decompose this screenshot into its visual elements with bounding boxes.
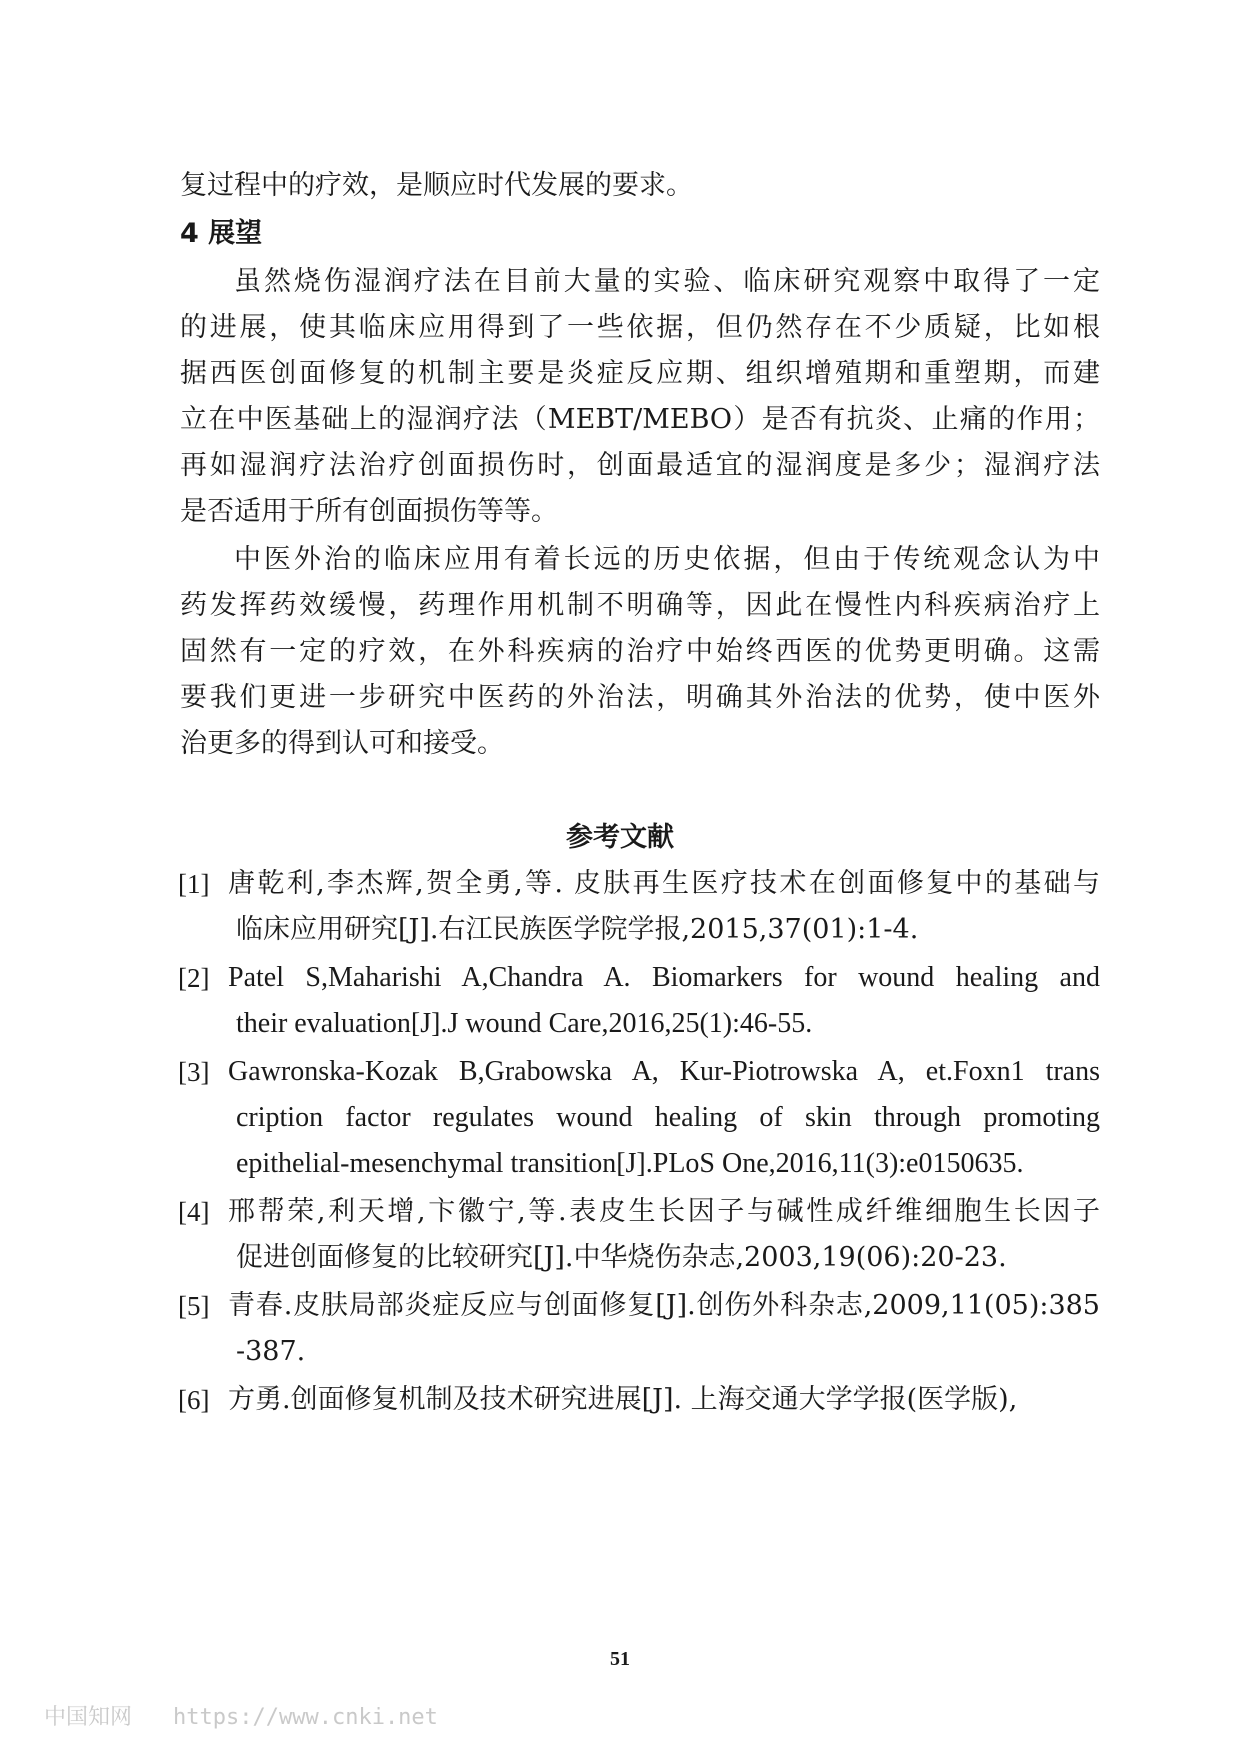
reference-number: [1] [178,869,210,899]
reference-line: -387. [236,1336,306,1367]
body-line: 的进展，使其临床应用得到了一些依据，但仍然存在不少质疑，比如根 [180,312,1100,343]
body-line: 中医外治的临床应用有着长远的历史依据，但由于传统观念认为中 [234,544,1100,575]
references-title: 参考文献 [566,822,674,853]
reference-line: epithelial-mesenchymal transition[J].PLoS One,2016,11(3):e0150635. [236,1148,1024,1179]
reference-number: [4] [178,1197,210,1227]
cnki-watermark [44,1700,438,1731]
body-line: 是否适用于所有创面损伤等等。 [180,496,558,527]
reference-number: [2] [178,963,210,993]
reference-line: their evaluation[J].J wound Care,2016,25(1):46-55. [236,1008,813,1039]
reference-number: [6] [178,1385,210,1415]
reference-line: cription factor regulates wound healing of skin through promoting [236,1102,1100,1133]
body-line: 再如湿润疗法治疗创面损伤时，创面最适宜的湿润度是多少；湿润疗法 [180,450,1100,481]
page-number: 51 [610,1648,630,1670]
body-line: 治更多的得到认可和接受。 [180,728,504,759]
reference-number: [3] [178,1057,210,1087]
reference-line: Patel S,Maharishi A,Chandra A. Biomarkers for wound healing and [228,962,1100,993]
body-line: 药发挥药效缓慢，药理作用机制不明确等，因此在慢性内科疾病治疗上 [180,590,1100,621]
reference-line: 方勇.创面修复机制及技术研究进展[J]. 上海交通大学学报(医学版), [228,1384,1018,1415]
body-line: 立在中医基础上的湿润疗法（MEBT/MEBO）是否有抗炎、止痛的作用； [180,404,1100,435]
reference-line: 促进创面修复的比较研究[J].中华烧伤杂志,2003,19(06):20-23. [236,1242,1007,1273]
reference-line: 临床应用研究[J].右江民族医学院学报,2015,37(01):1-4. [236,914,919,945]
reference-line: 邢帮荣,利天增,卞徽宁,等.表皮生长因子与碱性成纤维细胞生长因子 [228,1196,1100,1227]
reference-number: [5] [178,1291,210,1321]
section-heading: 4 展望 [180,218,263,249]
body-line: 复过程中的疗效，是顺应时代发展的要求。 [180,170,693,201]
body-line: 虽然烧伤湿润疗法在目前大量的实验、临床研究观察中取得了一定 [234,266,1100,297]
body-line: 固然有一定的疗效，在外科疾病的治疗中始终西医的优势更明确。这需 [180,636,1100,667]
reference-line: 青春.皮肤局部炎症反应与创面修复[J].创伤外科杂志,2009,11(05):385 [228,1290,1100,1321]
reference-line: 唐乾利,李杰辉,贺全勇,等. 皮肤再生医疗技术在创面修复中的基础与 [228,868,1100,899]
watermark-url: https://www.cnki.net [173,1705,438,1730]
reference-line: Gawronska-Kozak B,Grabowska A, Kur-Piotrowska A, et.Foxn1 trans [228,1056,1100,1087]
body-line: 要我们更进一步研究中医药的外治法，明确其外治法的优势，使中医外 [180,682,1100,713]
body-line: 据西医创面修复的机制主要是炎症反应期、组织增殖期和重塑期，而建 [180,358,1100,389]
watermark-site-name: 中国知网 [44,1705,133,1730]
